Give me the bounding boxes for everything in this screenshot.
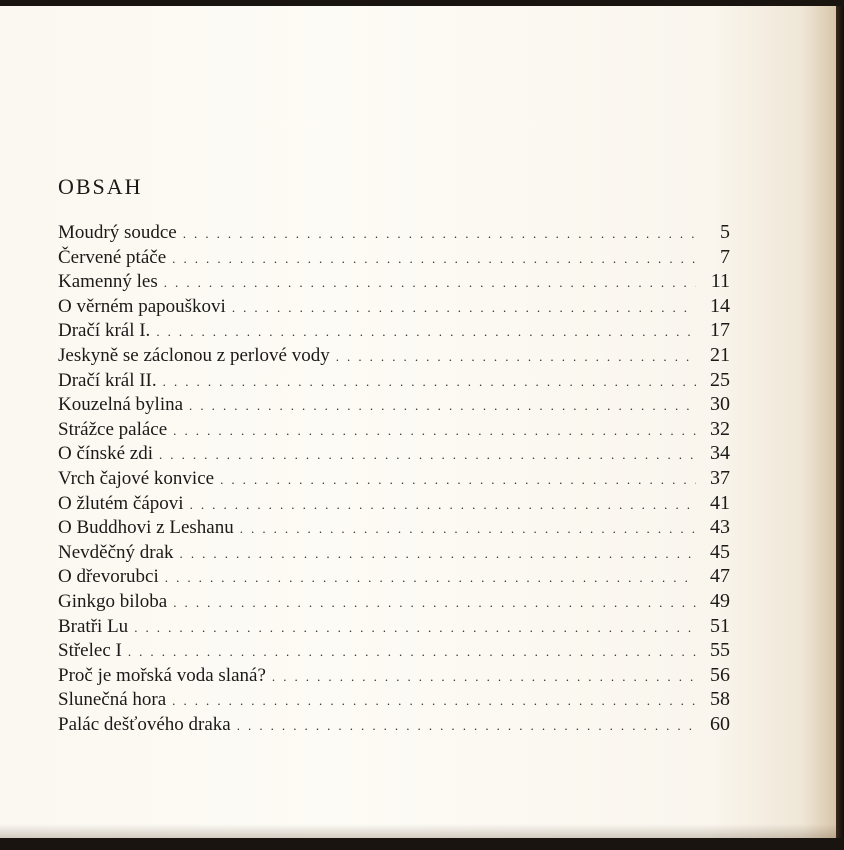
dot-leader [237,714,696,739]
toc-entry-page: 37 [710,466,730,489]
book-edge-shadow [836,6,844,838]
toc-entry-title: Moudrý soudce [58,222,177,243]
toc-entry-page: 47 [710,565,730,588]
dot-leader [232,296,696,321]
dot-leader [163,370,696,395]
toc-entry-page: 51 [710,614,730,637]
dot-leader [159,443,696,468]
dot-leader [173,591,696,616]
toc-entry-title: Ginkgo biloba [58,590,168,612]
toc-entry-title: Strážce paláce [58,418,168,440]
toc-entry-page: 58 [710,688,730,711]
dot-leader [165,566,696,591]
toc-entry-title: Střelec I [58,640,122,662]
toc-entry-page: 34 [710,442,730,465]
toc-entry [58,663,730,688]
toc-entry-page: 45 [710,540,730,563]
toc-entry [58,515,730,540]
dot-leader [172,689,696,714]
dot-leader [172,247,696,272]
toc-entry-page: 21 [710,343,730,366]
toc-entry-page: 17 [710,319,730,342]
toc-entry [58,491,730,516]
toc-entry-title: Slunečná hora [58,689,167,711]
toc-entry [58,614,730,639]
toc-entry [58,712,730,737]
toc-entry [58,638,730,663]
toc-entry-title: O čínské zdi [58,443,153,465]
dot-leader [190,493,696,518]
toc-entry-title: Dračí král II. [58,369,157,391]
toc-entry-title: O Buddhovi z Leshanu [58,517,234,539]
dot-leader [272,665,696,690]
toc-entry [58,220,730,245]
toc-entry-page: 41 [710,491,730,514]
table-of-contents [58,220,730,736]
toc-entry-page: 43 [710,516,730,539]
toc-entry-page: 5 [720,221,730,243]
toc-entry-title: Červené ptáče [58,246,167,268]
toc-entry [58,466,730,491]
toc-entry-title: Dračí král I. [58,320,151,342]
toc-entry-page: 7 [720,245,730,268]
toc-entry [58,441,730,466]
toc-entry [58,368,730,393]
dot-leader [189,394,696,419]
book-page [0,6,836,838]
toc-entry-title: O věrném papouškovi [58,295,226,317]
toc-entry-page: 49 [710,589,730,612]
toc-entry [58,318,730,343]
dot-leader [180,542,696,567]
dot-leader [336,345,696,370]
dot-leader [164,271,696,296]
toc-entry-title: Kamenný les [58,271,158,293]
dot-leader [134,616,696,641]
toc-entry [58,564,730,589]
toc-entry-page: 60 [710,712,730,735]
toc-entry-page: 11 [710,270,730,293]
toc-entry-title: Proč je mořská voda slaná? [58,664,266,686]
toc-entry [58,589,730,614]
toc-entry [58,294,730,319]
toc-entry [58,540,730,565]
toc-entry-page: 56 [710,663,730,686]
toc-entry-title: O žlutém čápovi [58,492,184,514]
toc-entry-page: 55 [710,639,730,662]
toc-entry [58,343,730,368]
dot-leader [220,468,696,493]
toc-entry-title: Kouzelná bylina [58,394,184,416]
toc-heading: OBSAH [58,174,143,199]
dot-leader [173,419,696,444]
toc-entry-title: Palác dešťového draka [58,713,231,735]
dot-leader [240,517,696,542]
toc-entry-page: 14 [710,294,730,317]
dot-leader [183,222,696,247]
toc-entry [58,245,730,270]
toc-entry-page: 25 [710,368,730,391]
toc-entry-title: Bratři Lu [58,615,129,637]
toc-entry [58,417,730,442]
toc-entry-page: 30 [710,393,730,416]
toc-entry [58,392,730,417]
toc-entry [58,269,730,294]
toc-entry-title: Nevděčný drak [58,541,174,563]
dot-leader [156,320,696,345]
toc-entry-title: Jeskyně se záclonou z perlové vody [58,344,330,366]
toc-entry-title: Vrch čajové konvice [58,467,215,489]
dot-leader [128,640,696,665]
toc-entry-title: O dřevorubci [58,566,159,588]
toc-entry [58,687,730,712]
toc-entry-page: 32 [710,417,730,440]
